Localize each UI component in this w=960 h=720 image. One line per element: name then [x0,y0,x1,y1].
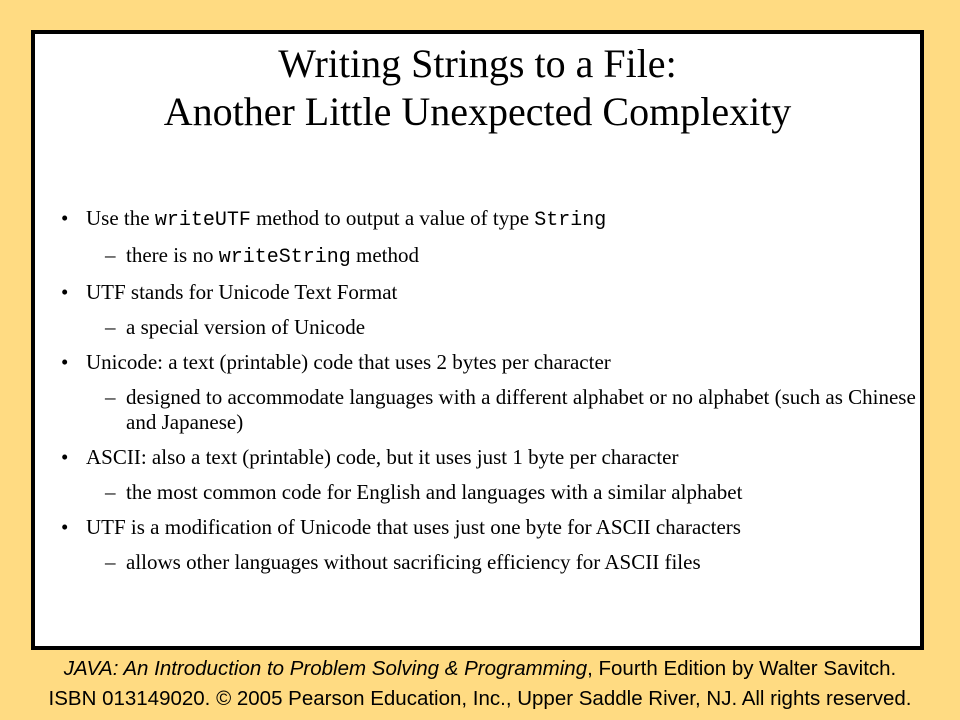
slide-title [35,40,920,136]
dash-marker: – [105,385,116,409]
bullet-text: method to output a value of type [250,206,535,230]
code-writeutf: writeUTF [154,209,251,232]
subbullet-efficiency [51,550,921,575]
bullet-text: method [350,243,420,267]
bullet-text: there is no [126,243,219,267]
dash-marker: – [105,243,116,267]
bullet-writeutf [51,206,921,233]
subbullet-utf [51,315,921,340]
subbullet-unicode [51,385,921,435]
footer-citation [0,654,960,714]
title-line-1: Writing Strings to a File: [278,41,677,86]
footer-line-1 [0,654,960,684]
bullet-unicode: • Unicode: a text (printable) code that uses 2 bytes per character [51,350,921,375]
bullet-utf: • UTF stands for Unicode Text Format [51,280,921,305]
bullet-utf-modification: • UTF is a modification of Unicode that uses just one byte for ASCII characters [51,515,921,540]
code-string: String [534,209,607,232]
code-writestring: writeString [218,246,351,269]
bullet-list [51,196,921,575]
dash-marker: – [105,550,116,574]
title-line-2: Another Little Unexpected Complexity [163,89,792,134]
footer-edition: , Fourth Edition by Walter Savitch. [587,657,897,680]
dash-marker: – [105,315,116,339]
dash-marker: – [105,480,116,504]
bullet-text: allows other languages without sacrificing efficiency for ASCII files [126,550,701,574]
bullet-text: a special version of Unicode [126,315,366,339]
subbullet-writestring [51,243,921,270]
subbullet-ascii [51,480,921,505]
book-title: JAVA: An Introduction to Problem Solving & Programming [63,657,588,680]
footer-line-2: ISBN 013149020. © 2005 Pearson Education, Inc., Upper Saddle River, NJ. All rights reserved. [48,687,912,710]
bullet-text: the most common code for English and languages with a similar alphabet [126,480,743,504]
bullet-text: designed to accommodate languages with a different alphabet or no alphabet (such as Chinese and Japanese) [126,385,916,434]
bullet-text: Use the [86,206,155,230]
bullet-ascii: • ASCII: also a text (printable) code, but it uses just 1 byte per character [51,445,921,470]
